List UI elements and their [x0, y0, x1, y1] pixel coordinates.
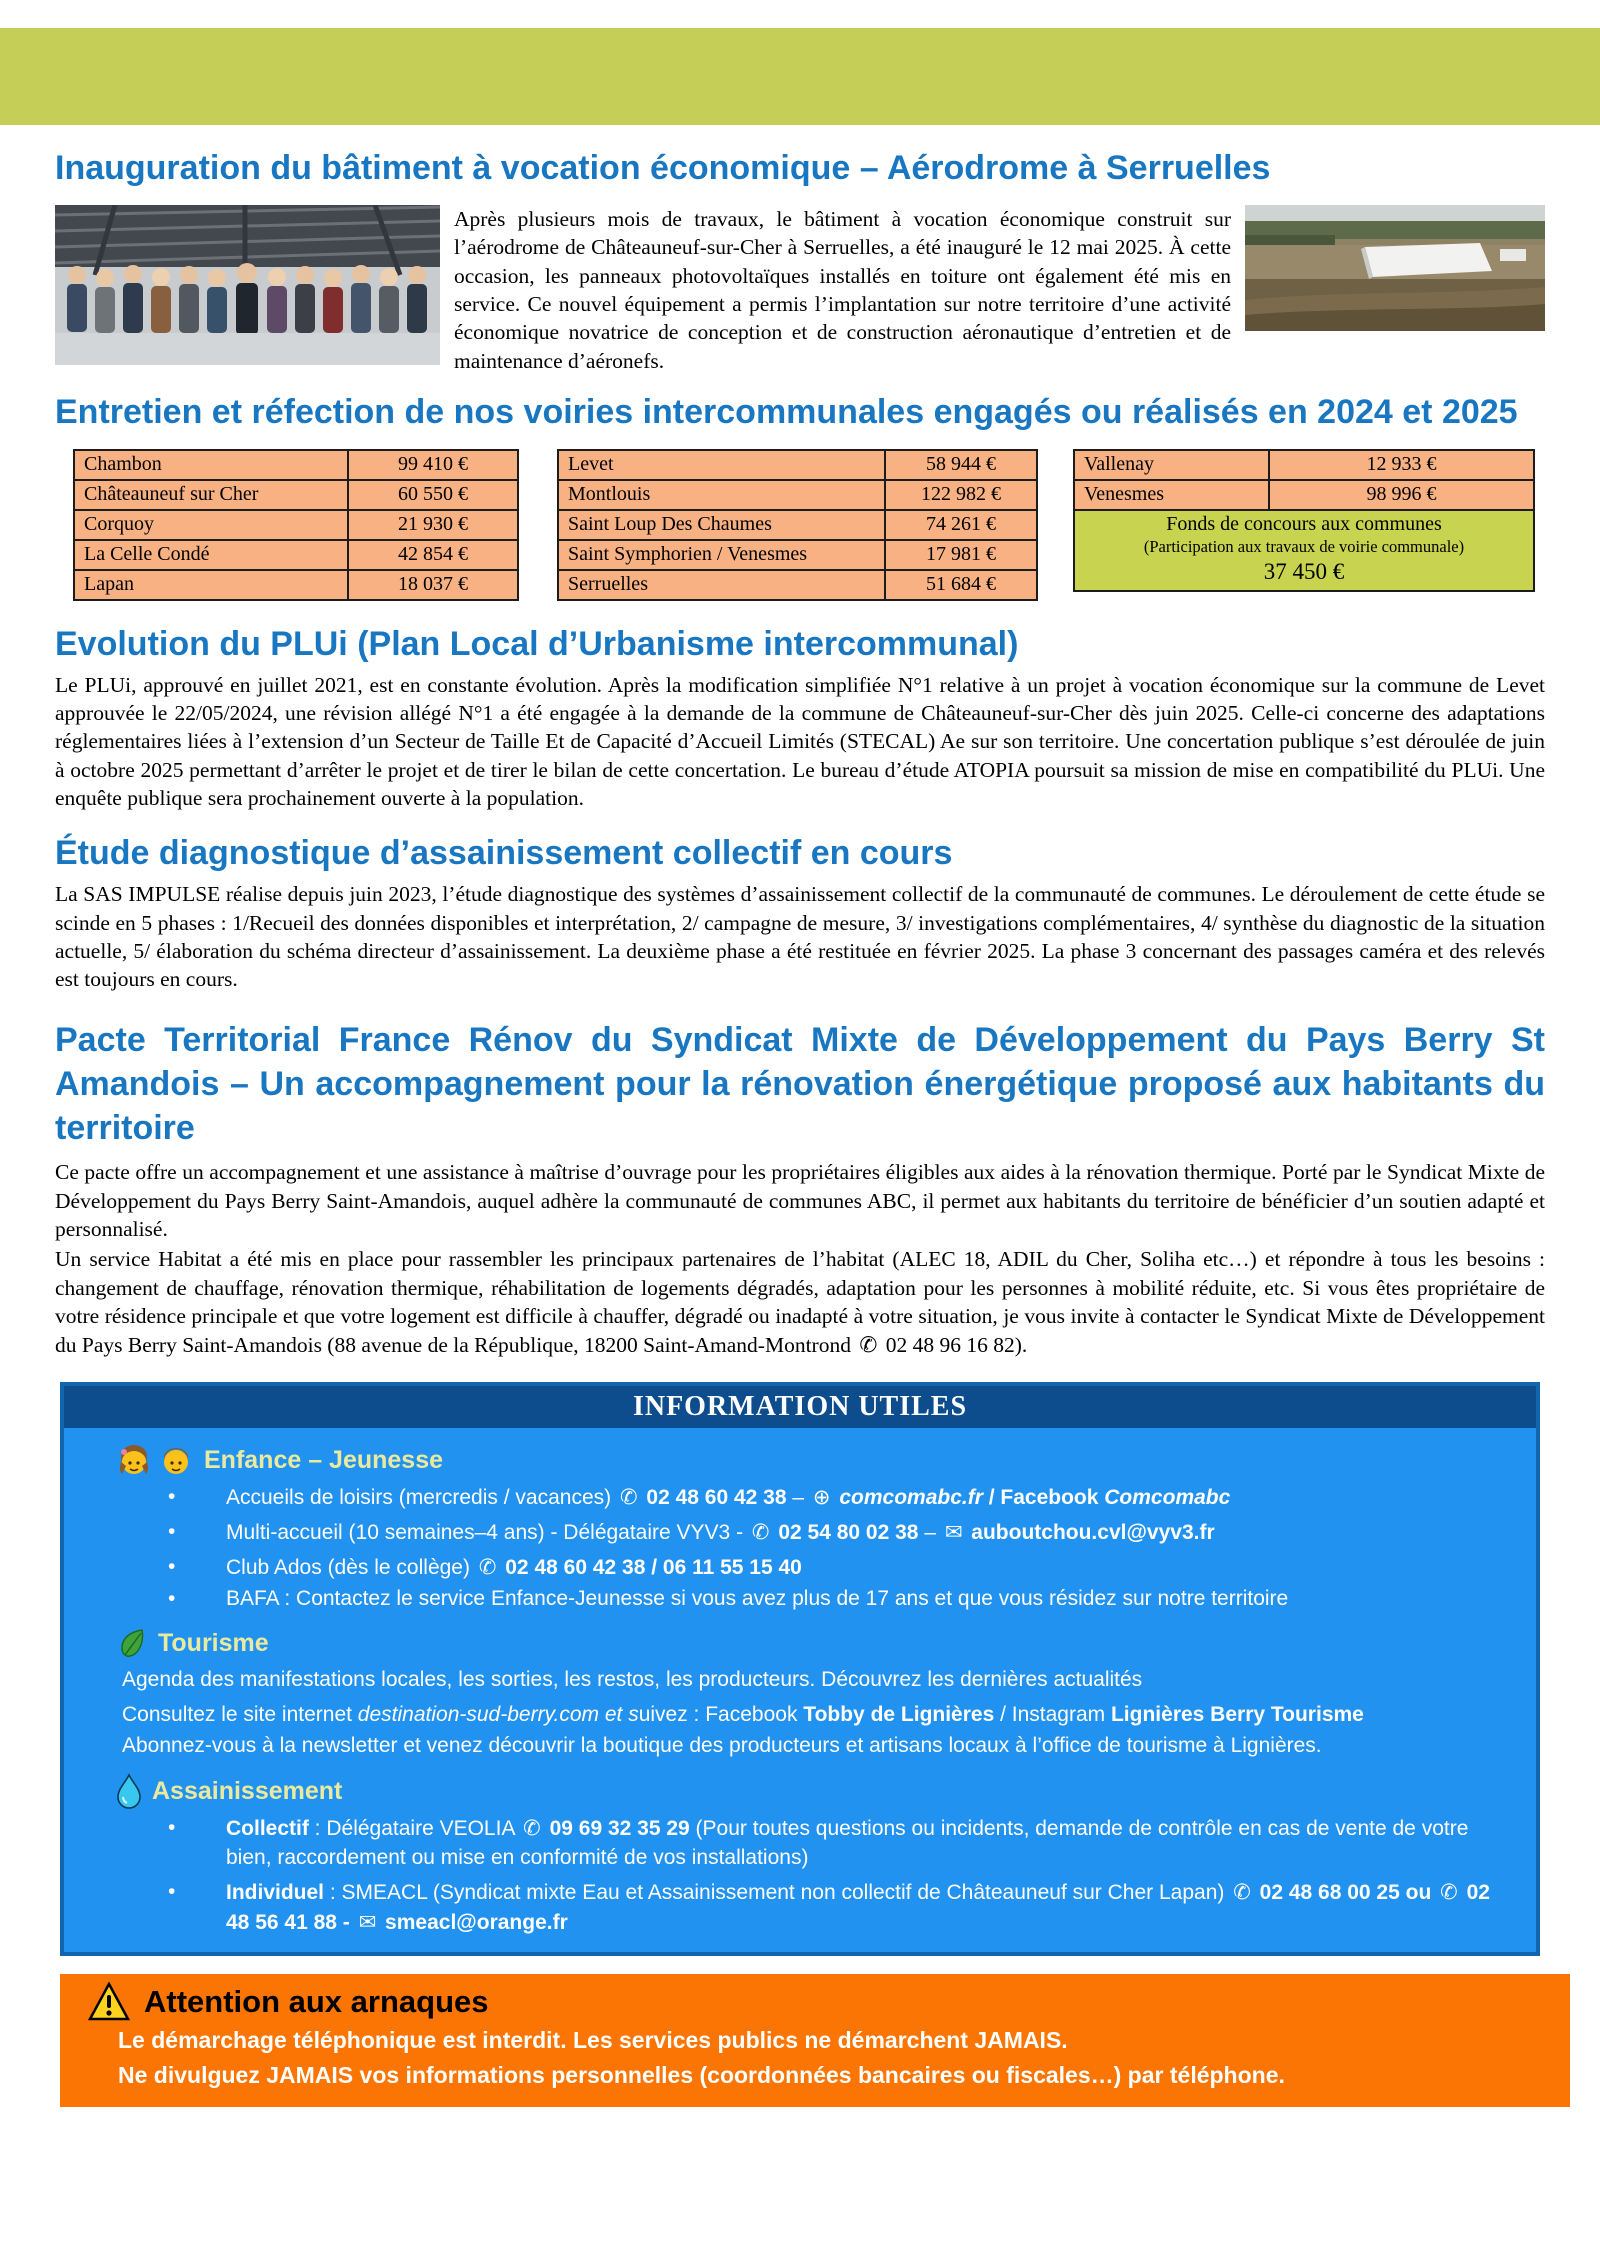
- commune-name: Saint Symphorien / Venesmes: [568, 542, 808, 565]
- text-segment: uivez : Facebook: [638, 1703, 804, 1727]
- inauguration-paragraph: Après plusieurs mois de travaux, le bâtiment à vocation économique construit sur l’aérodrome de Châteauneuf-sur-Cher à Serruelles, a été inauguré le 12 mai 2025. À cette occasion, les panneaux photovoltaïques installés en toiture ont également été mis en service. Ce nouvel équipement a permis l’implantation sur notre territoire d’une activité économique novatrice de conception et de construction aéronautique d’entretien et de maintenance d’aéronefs.: [454, 206, 1231, 373]
- text-segment: -: [336, 1911, 356, 1935]
- text-segment: 02 48 68 00 25: [1253, 1881, 1400, 1905]
- tourisme-title: Tourisme: [158, 1628, 269, 1657]
- pacte-section-title: Pacte Territorial France Rénov du Syndicat Mixte de Développement du Pays Berry St Amandois – Un accompagnement pour la rénovation énergétique proposé aux habitants du territoire: [55, 1020, 1545, 1148]
- boy-face-icon: [158, 1442, 194, 1478]
- scam-warning-box: [60, 1974, 1570, 2107]
- scam-warning-line-2: Ne divulguez JAMAIS vos informations personnelles (coordonnées bancaires ou fiscales…) par téléphone.: [118, 2061, 1285, 2088]
- water-droplet-icon: [116, 1773, 142, 1809]
- commune-name: Saint Loup Des Chaumes: [568, 512, 772, 535]
- tourisme-title-row: [116, 1626, 1510, 1661]
- fonds-amount: 37 450 €: [1263, 559, 1345, 585]
- assainissement-bullet-1: [116, 1814, 1510, 1873]
- amount: 21 930 €: [347, 511, 517, 539]
- scam-warning-title: Attention aux arnaques: [144, 1984, 489, 2020]
- amount: 60 550 €: [347, 481, 517, 509]
- table-row: [75, 539, 517, 569]
- enfance-bullet-2: [116, 1518, 1510, 1548]
- aerodrome-building-photo: [1245, 205, 1545, 331]
- information-utiles-header: INFORMATION UTILES: [64, 1386, 1536, 1428]
- phone-icon: ✆: [478, 1554, 497, 1579]
- globe-icon: ⊕: [812, 1484, 831, 1509]
- text-segment: destination-sud-berry.com et s: [357, 1703, 639, 1727]
- text-segment: BAFA : Contactez le service Enfance-Jeunesse si vous avez plus de 17 ans et que vous résidez sur notre territoire: [226, 1586, 1289, 1610]
- table-row: [559, 509, 1036, 539]
- plui-section-title: Evolution du PLUi (Plan Local d’Urbanisme intercommunal): [55, 624, 1019, 663]
- text-segment: 02 48 56 41 88: [226, 1881, 1490, 1935]
- table-row: [1075, 451, 1533, 479]
- inauguration-row: [55, 205, 1545, 375]
- voirie-section-title: Entretien et réfection de nos voiries intercommunales engagés ou réalisés en 2024 et 2025: [55, 393, 1518, 432]
- table-row: [75, 569, 517, 599]
- table-row: [75, 479, 517, 509]
- text-segment: / Instagram: [994, 1703, 1111, 1727]
- text-segment: 02 48 60 42 38: [640, 1485, 787, 1509]
- pacte-paragraph-1: Ce pacte offre un accompagnement et une assistance à maîtrise d’ouvrage pour les propriétaires éligibles aux aides à la rénovation thermique. Porté par le Syndicat Mixte de Développement du Pays Berry Saint-Amandois, auquel adhère la communauté de communes ABC, il permet aux habitants du territoire de bénéficier d’un soutien adapté et personnalisé.: [55, 1160, 1545, 1241]
- amount: 99 410 €: [347, 451, 517, 479]
- page-content: [55, 125, 1545, 2107]
- commune-name: Vallenay: [1084, 452, 1154, 475]
- tourisme-line-2: [116, 1701, 1510, 1730]
- table-row: [559, 479, 1036, 509]
- envelope-icon: ✉: [358, 1910, 377, 1935]
- text-segment: Lignières Berry Tourisme: [1110, 1703, 1364, 1727]
- fonds-title: Fonds de concours aux communes: [1166, 512, 1442, 535]
- warning-triangle-icon: [88, 1982, 130, 2022]
- top-decorative-bar: [0, 28, 1600, 125]
- text-segment: Individuel: [226, 1881, 325, 1905]
- voirie-table-2: [557, 449, 1038, 601]
- etude-paragraph: La SAS IMPULSE réalise depuis juin 2023, l’étude diagnostique des systèmes d’assainissement collectif de la communauté de communes. Le déroulement de cette étude se scinde en 5 phases : 1/Recueil des données disponibles et interprétation, 2/ campagne de mesure, 3/ investigations complémentaires, 4/ synthèse du diagnostic de la situation actuelle, 5/ élaboration du schéma directeur d’assainissement. La deuxième phase a été restituée en février 2025. La phase 3 concernant des passages caméra et des relevés est toujours en cours.: [55, 882, 1545, 992]
- commune-name: Chambon: [84, 452, 162, 475]
- plui-paragraph: Le PLUi, approuvé en juillet 2021, est en constante évolution. Après la modification simplifiée N°1 relative à un projet à vocation économique sur la commune de Levet approuvée le 22/05/2024, une révision allégé N°1 a été engagée à la demande de la commune de Châteauneuf-sur-Cher dès juin 2025. Celle-ci concerne des adaptations réglementaires liées à l’extension d’un Secteur de Taille Et de Capacité d’Accueil Limités (STECAL) Ae sur son territoire. Une concertation publique s’est déroulée de juin à octobre 2025 permettant d’arrêter le projet et de tirer le bilan de cette concertation. Le bureau d’étude ATOPIA poursuit sa mission de mise en compatibilité du PLUi. Une enquête publique sera prochainement ouverte à la population.: [55, 672, 1545, 811]
- text-segment: : Délégataire VEOLIA: [308, 1817, 521, 1841]
- text-segment: Comcomabc: [1104, 1485, 1231, 1509]
- commune-name: Serruelles: [568, 572, 648, 595]
- amount: 18 037 €: [347, 571, 517, 599]
- voirie-tables: [73, 449, 1545, 601]
- text-segment: Abonnez-vous à la newsletter et venez découvrir la boutique des producteurs et artisans locaux à l’office de tourisme à Lignières.: [122, 1734, 1322, 1758]
- amount: 74 261 €: [884, 511, 1036, 539]
- voirie-table-3: [1073, 449, 1535, 509]
- text-segment: 02 54 80 02 38: [772, 1520, 919, 1544]
- amount: 98 996 €: [1268, 481, 1533, 509]
- inauguration-section-title: Inauguration du bâtiment à vocation économique – Aérodrome à Serruelles: [55, 149, 1271, 187]
- text-segment: 02 48 60 42 38 / 06 11 55 15 40: [499, 1555, 802, 1579]
- assainissement-bullet-2: [116, 1878, 1510, 1938]
- amount: 42 854 €: [347, 541, 517, 569]
- etude-section-title: Étude diagnostique d’assainissement collectif en cours: [55, 834, 953, 873]
- enfance-jeunesse-title: Enfance – Jeunesse: [204, 1445, 444, 1474]
- commune-name: Lapan: [84, 572, 134, 595]
- assainissement-title: Assainissement: [152, 1776, 343, 1805]
- amount: 12 933 €: [1268, 451, 1533, 479]
- enfance-bullet-1: [116, 1483, 1510, 1513]
- table-row: [559, 451, 1036, 479]
- enfance-jeunesse-title-row: [116, 1442, 1510, 1478]
- tourisme-line-3: [116, 1732, 1510, 1761]
- phone-icon: ✆: [619, 1484, 638, 1509]
- text-segment: Un service Habitat a été mis en place pour rassembler les principaux partenaires de l’habitat (ALEC 18, ADIL du Cher, Soliha etc…) et répondre à tous les besoins : changement de chauffage, rénovation thermique, réhabilitation de logements dégradés, adaptation pour les personnes à mobilité réduite, etc. Si vous êtes propriétaire de votre résidence principale et que votre logement est difficile à chauffer, dégradé ou inadapté à votre situation, je vous invite à contacter le Syndicat Mixte de Développement du Pays Berry Saint-Amandois (88 avenue de la République, 18200 Saint-Amand-Montrond: [55, 1247, 1545, 1357]
- text-segment: –: [918, 1520, 942, 1544]
- text-segment: / Facebook: [982, 1485, 1105, 1509]
- text-segment: : SMEACL (Syndicat mixte Eau et Assainissement non collectif de Châteauneuf sur Cher Lapan): [324, 1881, 1231, 1905]
- text-segment: ou: [1399, 1881, 1438, 1905]
- table-row: [75, 451, 517, 479]
- table-row: [559, 539, 1036, 569]
- scam-warning-title-row: [88, 1982, 1550, 2022]
- text-segment: comcomabc.fr: [833, 1485, 983, 1509]
- inauguration-crowd-photo: [55, 205, 440, 365]
- text-segment: Multi-accueil (10 semaines–4 ans) - Délégataire VYV3 -: [226, 1520, 749, 1544]
- scam-warning-line-1: Le démarchage téléphonique est interdit. Les services publics ne démarchent JAMAIS.: [118, 2027, 1068, 2054]
- commune-name: La Celle Condé: [84, 542, 210, 565]
- commune-name: Corquoy: [84, 512, 154, 535]
- fonds-de-concours-cell: [1073, 509, 1535, 592]
- text-segment: Tobby de Lignières: [803, 1703, 995, 1727]
- fonds-subtitle: (Participation aux travaux de voirie communale): [1143, 536, 1465, 556]
- text-segment: –: [786, 1485, 810, 1509]
- tourisme-line-1: [116, 1666, 1510, 1695]
- amount: 51 684 €: [884, 571, 1036, 599]
- text-segment: smeacl@orange.fr: [379, 1911, 568, 1935]
- enfance-bullet-3: [116, 1553, 1510, 1583]
- text-segment: Agenda des manifestations locales, les sorties, les restos, les producteurs. Découvrez les dernières actualités: [122, 1668, 1143, 1692]
- amount: 58 944 €: [884, 451, 1036, 479]
- amount: 17 981 €: [884, 541, 1036, 569]
- text-segment: auboutchou.cvl@vyv3.fr: [965, 1520, 1215, 1544]
- text-segment: Club Ados (dès le collège): [226, 1555, 476, 1579]
- amount: 122 982 €: [884, 481, 1036, 509]
- text-segment: Collectif: [226, 1817, 309, 1841]
- phone-icon: ✆: [1233, 1880, 1251, 1905]
- text-segment: Consultez le site internet: [122, 1703, 358, 1727]
- phone-icon: ✆: [859, 1332, 878, 1358]
- leaf-icon: [116, 1626, 148, 1660]
- enfance-bullet-4: [116, 1585, 1510, 1614]
- voirie-table-1: [73, 449, 519, 601]
- envelope-icon: ✉: [944, 1519, 963, 1544]
- text-segment: 02 48 96 16 82).: [880, 1332, 1028, 1357]
- commune-name: Venesmes: [1084, 482, 1164, 505]
- commune-name: Levet: [568, 452, 614, 475]
- phone-icon: ✆: [523, 1816, 541, 1841]
- phone-icon: ✆: [751, 1519, 770, 1544]
- text-segment: (Pour toutes questions ou incidents, demande de contrôle en cas de vente de votre bien, raccordement ou mise en conformité de vos installations): [226, 1817, 1469, 1870]
- text-segment: Accueils de loisirs (mercredis / vacances): [226, 1485, 617, 1509]
- girl-face-icon: [116, 1442, 152, 1478]
- assainissement-title-row: [116, 1773, 1510, 1809]
- table-row: [1075, 479, 1533, 509]
- commune-name: Châteauneuf sur Cher: [84, 482, 259, 505]
- phone-icon: ✆: [1440, 1880, 1458, 1905]
- table-row: [75, 509, 517, 539]
- table-row: [559, 569, 1036, 599]
- text-segment: 09 69 32 35 29: [543, 1817, 690, 1841]
- commune-name: Montlouis: [568, 482, 651, 505]
- information-utiles-box: [60, 1382, 1540, 1956]
- pacte-paragraph-2: [55, 1245, 1545, 1360]
